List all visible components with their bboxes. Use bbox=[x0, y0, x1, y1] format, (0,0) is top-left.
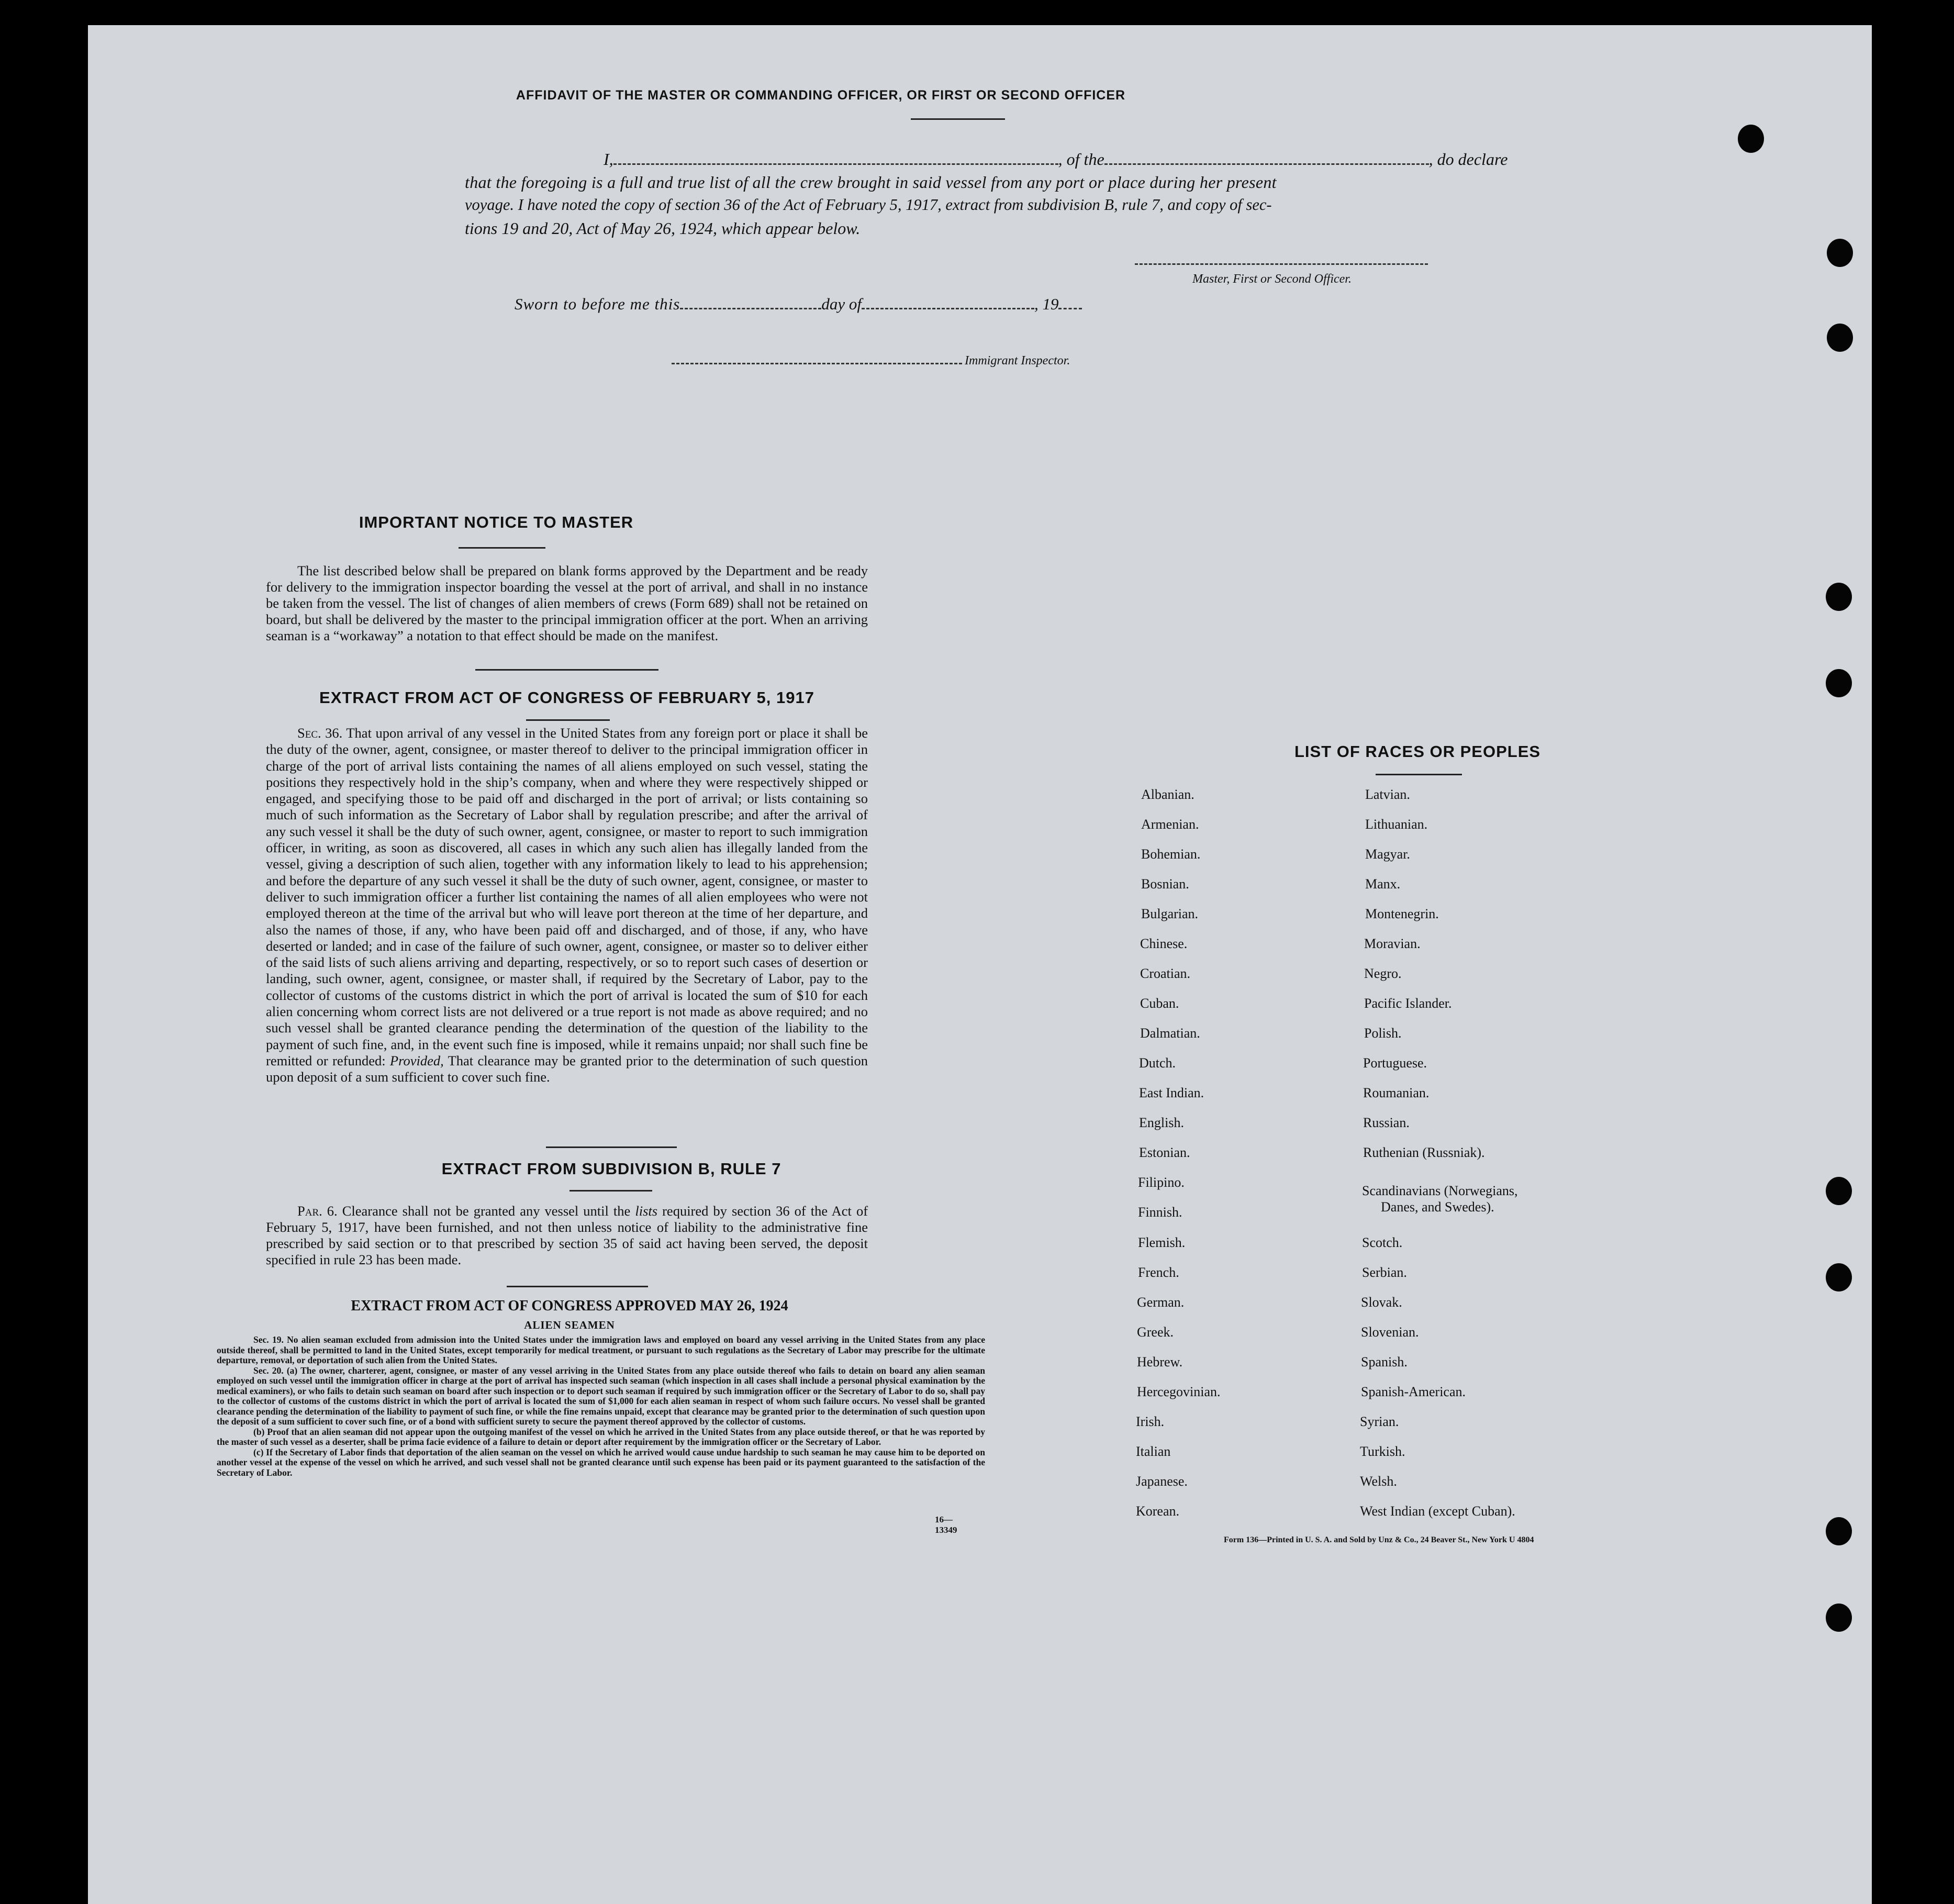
race-item: English. bbox=[1139, 1115, 1184, 1130]
race-item: Negro. bbox=[1364, 966, 1402, 981]
sec-20b-text: (b) Proof that an alien seaman did not appear upon the outgoing manifest of the vessel on which he arrived in the United States from any place outside thereof, or that he was reported by the master of such vessel as a deserter, shall be prima facie evidence of a failure to detain or deport after requirement by the immigration officer or the Secretary of Labor. bbox=[217, 1426, 985, 1447]
affidavit-i-label: I, bbox=[604, 150, 613, 169]
sec-36-label: Sec. 36. bbox=[297, 725, 343, 741]
race-item: East Indian. bbox=[1139, 1085, 1204, 1100]
race-item: Filipino. bbox=[1138, 1175, 1185, 1190]
race-item: Chinese. bbox=[1140, 936, 1188, 951]
races-rule bbox=[1376, 774, 1462, 775]
rule-7-body bbox=[266, 1203, 868, 1268]
race-item: Scotch. bbox=[1362, 1235, 1403, 1250]
race-item: Spanish. bbox=[1361, 1354, 1408, 1369]
race-item: French. bbox=[1138, 1265, 1179, 1280]
race-item: Russian. bbox=[1363, 1115, 1410, 1130]
race-item: Bosnian. bbox=[1141, 876, 1189, 892]
sworn-day-blank bbox=[680, 296, 821, 309]
race-item: Armenian. bbox=[1141, 817, 1199, 832]
race-item: Magyar. bbox=[1365, 847, 1410, 862]
race-item: Slovenian. bbox=[1361, 1324, 1419, 1340]
race-item: Turkish. bbox=[1360, 1444, 1405, 1459]
race-item: German. bbox=[1137, 1295, 1185, 1310]
race-item: Bohemian. bbox=[1141, 847, 1201, 862]
notice-body: The list described below shall be prepared on blank forms approved by the Department and be ready for delivery to the immigration inspector boarding the vessel at the port of arrival, and shall in no instance be taken from the vessel. The list of changes of alien members of crews (Form 689) shall not be retained on board, but shall be delivered by the master to the principal immigration officer at the port. When an arriving seaman is a “workaway” a notation to that effect should be made on the manifest. bbox=[266, 563, 868, 643]
race-item: Latvian. bbox=[1365, 787, 1410, 802]
race-item: Bulgarian. bbox=[1141, 906, 1199, 921]
notice-rule bbox=[459, 547, 545, 549]
sworn-year-blank bbox=[1058, 296, 1082, 309]
sec-20a-text: Sec. 20. (a) The owner, charterer, agent, consignee, or master of any vessel arriving in the United States from any place outside thereof who fails to detain on board any alien seaman employed on such vessel until the immigration officer in charge at the port of arrival has inspected such seaman (which inspection in all cases shall include a personal physical examination by the medical examiners), or who fails to detain such seaman on board after such inspection or to deport such seaman if required by such immigration officer or the Secretary of Labor to do so, shall pay to the collector of customs of the customs district in which the port of arrival is located the sum of $1,000 for each alien seaman in respect of whom such failure occurs. No vessel shall be granted clearance pending the determination of the liability to payment of such fine, or while the fine remains unpaid, except that clearance may be granted prior to the determination of such question upon the deposit of a sum sufficient to cover such fine, or of a bond with sufficient surety to secure the payment thereof approved by the collector of customs. bbox=[217, 1365, 985, 1427]
section-divider bbox=[546, 1146, 677, 1148]
name-blank bbox=[613, 152, 1058, 165]
race-item: Lithuanian. bbox=[1365, 817, 1428, 832]
affidavit-line-4: tions 19 and 20, Act of May 26, 1924, which appear below. bbox=[465, 219, 861, 238]
race-item: Welsh. bbox=[1360, 1474, 1397, 1489]
affidavit-line-1 bbox=[465, 150, 1522, 169]
extract-1917-title: EXTRACT FROM ACT OF CONGRESS OF FEBRUARY 5, 1917 bbox=[319, 688, 814, 707]
year-label: , 19 bbox=[1034, 295, 1059, 313]
extract-1924-body bbox=[217, 1335, 985, 1478]
notice-title: IMPORTANT NOTICE TO MASTER bbox=[359, 513, 634, 531]
race-item: Manx. bbox=[1365, 876, 1401, 892]
race-item: Montenegrin. bbox=[1365, 906, 1439, 921]
race-item: Portuguese. bbox=[1363, 1055, 1427, 1071]
document-sheet bbox=[88, 25, 1872, 1904]
sec-20c-text: (c) If the Secretary of Labor finds that deportation of the alien seaman on the vessel on which he arrived would cause undue hardship to such seaman he may cause him to be deported on another vessel at the expense of the vessel on which he arrived, and such vessel shall not be granted clearance until such expense has been paid or its payment guaranteed to the satisfaction of the Secretary of Labor. bbox=[217, 1446, 985, 1478]
sec-36-text-end: That clearance may be granted prior to the determination of such question upon deposit of a sum sufficient to cover such fine. bbox=[266, 1052, 868, 1085]
master-signature-label: Master, First or Second Officer. bbox=[1192, 272, 1352, 286]
punch-hole bbox=[1826, 1517, 1852, 1545]
rule-7-title: EXTRACT FROM SUBDIVISION B, RULE 7 bbox=[441, 1160, 781, 1178]
race-item: Syrian. bbox=[1360, 1414, 1399, 1429]
title-rule bbox=[911, 118, 1005, 120]
race-item: Italian bbox=[1136, 1444, 1171, 1459]
affidavit-line-3: voyage. I have noted the copy of section 36 of the Act of February 5, 1917, extract from subdivision B, rule 7, and copy of sec- bbox=[465, 196, 1272, 214]
race-item: Irish. bbox=[1136, 1414, 1165, 1429]
alien-seamen-subtitle: ALIEN SEAMEN bbox=[524, 1319, 615, 1331]
punch-hole bbox=[1826, 669, 1852, 697]
race-item: Finnish. bbox=[1138, 1205, 1182, 1220]
sworn-line bbox=[515, 295, 1082, 314]
race-item: Dutch. bbox=[1139, 1055, 1176, 1071]
punch-hole bbox=[1827, 324, 1853, 352]
race-item: Spanish-American. bbox=[1361, 1384, 1466, 1399]
par-6-label: Par. 6. bbox=[297, 1203, 338, 1219]
day-of-label: day of bbox=[821, 295, 862, 313]
sec-19-text: Sec. 19. No alien seaman excluded from admission into the United States under the immigration laws and employed on board any vessel arriving in the United States from any place outside thereof, shall be permitted to land in the United States, except temporarily for medical treatment, or pursuant to such regulations as the Secretary of Labor may prescribe for the ultimate departure, removal, or deportation of such alien from the United States. bbox=[217, 1334, 985, 1365]
races-title: LIST OF RACES OR PEOPLES bbox=[1294, 742, 1541, 761]
affidavit-do-declare: , do declare bbox=[1428, 150, 1508, 169]
sec-36-text: That upon arrival of any vessel in the United States from any foreign port or place it shall be the duty of the owner, agent, consignee, or master thereof to deliver to the principal immigration officer in charge of the port of arrival lists containing the names of all aliens employed on such vessel, stating the positions they respectively hold in the ship’s company, when and where they were respectively shipped or engaged, and specifying those to be paid off and discharged in the port of arrival; or lists containing so much of such information as the Secretary of Labor shall by regulation prescribe; and after the arrival of any such vessel it shall be the duty of such owner, agent, consignee, or master to report to such immigration officer, in writing, as soon as discovered, all cases in which any such alien has illegally landed from the vessel, giving a description of such alien, together with any information likely to lead to his apprehension; and before the departure of any such vessel it shall be the duty of such owner, agent, consignee, or master to deliver to such immigration officer a further list containing the names of all alien employees who were not employed thereon at the time of the arrival but who will leave port thereon at the time of her departure, and also the names of those, if any, who have been paid off and discharged, and of those, if any, who have deserted or landed; and in case of the failure of such owner, agent, consignee, or master so to deliver either of the said lists of such aliens arriving and departing, respectively, or so to report such cases of desertion or landing, such owner, agent, consignee, or master shall, if required by the Secretary of Labor, pay to the collector of customs of the customs district in which the port of arrival is located the sum of $10 for each alien concerning whom correct lists are not delivered or a true report is not made as above required; and no such vessel shall be granted clearance pending the determination of the question of the liability to the payment of such fine, and, in the event such fine is imposed, while it remains unpaid; nor shall such fine be remitted or refunded: bbox=[266, 725, 868, 1068]
race-item: Albanian. bbox=[1141, 787, 1194, 802]
race-item: Korean. bbox=[1136, 1504, 1180, 1519]
race-item: Japanese. bbox=[1136, 1474, 1188, 1489]
race-item: Pacific Islander. bbox=[1364, 996, 1452, 1011]
race-item: Dalmatian. bbox=[1140, 1026, 1200, 1041]
race-item: Croatian. bbox=[1140, 966, 1191, 981]
affidavit-title: AFFIDAVIT OF THE MASTER OR COMMANDING OFFICER, OR FIRST OR SECOND OFFICER bbox=[516, 88, 1126, 103]
inspector-label: Immigrant Inspector. bbox=[965, 354, 1070, 368]
section-divider bbox=[475, 669, 658, 671]
provided-word: Provided, bbox=[389, 1052, 444, 1068]
section-divider bbox=[507, 1286, 648, 1287]
race-item: Moravian. bbox=[1364, 936, 1421, 951]
inspector-signature-line bbox=[672, 363, 962, 364]
extract-1917-rule bbox=[526, 719, 610, 721]
race-item: Greek. bbox=[1137, 1324, 1174, 1340]
race-item: Polish. bbox=[1364, 1026, 1402, 1041]
race-item: Flemish. bbox=[1138, 1235, 1186, 1250]
race-item: Danes, and Swedes). bbox=[1381, 1199, 1494, 1215]
par-6-text-b: required by section 36 of the Act of February 5, 1917, have been furnished, and not then unless notice of liability to the administrative fine prescribed by said section or to that prescribed by section 35 of said act having been served, the deposit specified in rule 23 has been made. bbox=[266, 1203, 868, 1267]
affidavit-line-2: that the foregoing is a full and true list of all the crew brought in said vessel from any port or place during her present bbox=[465, 173, 1277, 192]
race-item: Estonian. bbox=[1139, 1145, 1190, 1160]
punch-hole bbox=[1738, 125, 1764, 153]
race-item: Hebrew. bbox=[1137, 1354, 1183, 1369]
race-item: Slovak. bbox=[1361, 1295, 1402, 1310]
rule-7-rule bbox=[570, 1190, 652, 1192]
punch-hole bbox=[1826, 1604, 1852, 1632]
race-item: Hercegovinian. bbox=[1137, 1384, 1221, 1399]
punch-hole bbox=[1827, 239, 1853, 267]
form-footer: Form 136—Printed in U. S. A. and Sold by Unz & Co., 24 Beaver St., New York U 4804 bbox=[1224, 1535, 1534, 1544]
lists-word: lists bbox=[635, 1203, 658, 1219]
sworn-label: Sworn to before me this bbox=[515, 295, 680, 313]
print-code: 16—13349 bbox=[935, 1515, 957, 1535]
race-item: West Indian (except Cuban). bbox=[1360, 1504, 1515, 1519]
sworn-month-blank bbox=[862, 296, 1034, 309]
punch-hole bbox=[1826, 1263, 1852, 1291]
extract-1924-title: EXTRACT FROM ACT OF CONGRESS APPROVED MAY 26, 1924 bbox=[351, 1298, 788, 1314]
vessel-blank bbox=[1104, 152, 1429, 165]
race-item: Ruthenian (Russniak). bbox=[1363, 1145, 1485, 1160]
affidavit-of-the: , of the bbox=[1058, 150, 1104, 169]
race-item: Roumanian. bbox=[1363, 1085, 1430, 1100]
race-item: Scandinavians (Norwegians, bbox=[1362, 1183, 1518, 1198]
punch-hole bbox=[1826, 1177, 1852, 1205]
race-item: Cuban. bbox=[1140, 996, 1179, 1011]
master-signature-line bbox=[1135, 263, 1428, 265]
punch-hole bbox=[1826, 583, 1852, 611]
race-item: Serbian. bbox=[1362, 1265, 1407, 1280]
par-6-text-a: Clearance shall not be granted any vessel until the bbox=[342, 1203, 631, 1219]
extract-1917-body bbox=[266, 725, 868, 1086]
